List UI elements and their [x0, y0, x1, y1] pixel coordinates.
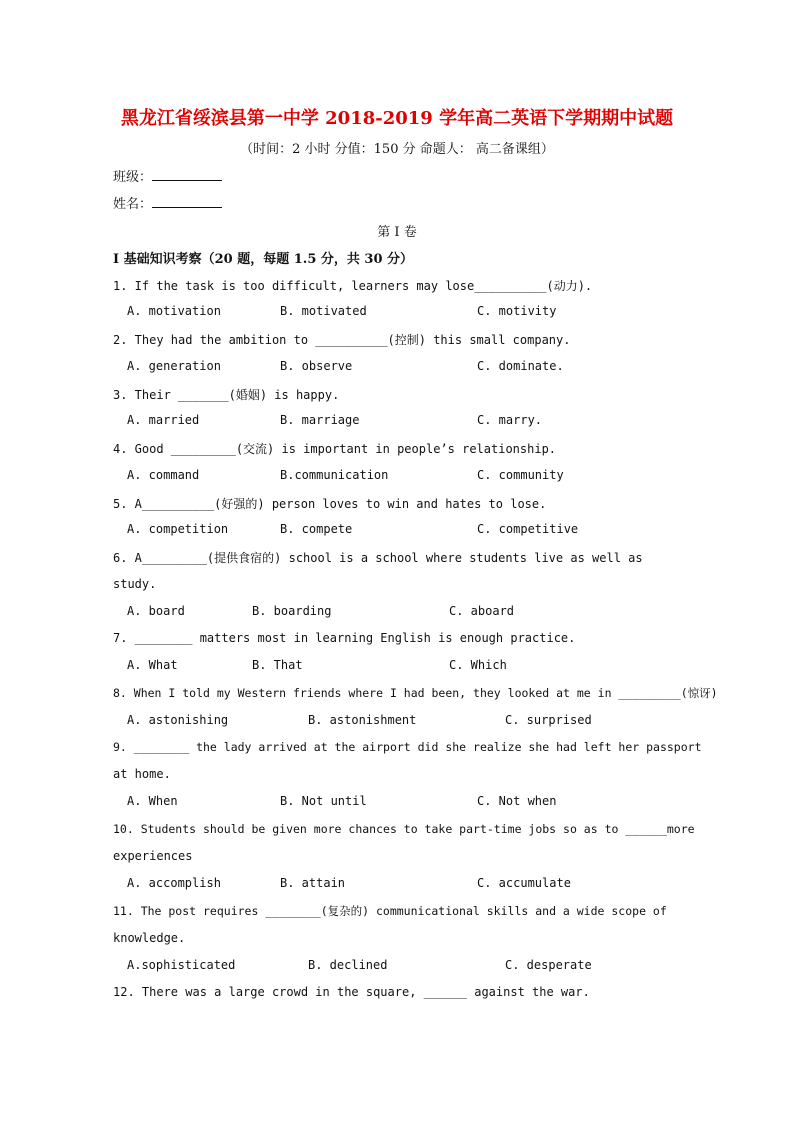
option-b: B. Not until	[280, 794, 367, 808]
option-a: A. command	[127, 468, 200, 482]
option-c: C. accumulate	[477, 876, 571, 890]
name-blank	[152, 196, 222, 208]
document-subtitle: （时间：2 小时 分值：150 分 命题人： 高二备课组）	[240, 142, 554, 157]
class-blank	[152, 169, 222, 181]
option-a: A. accomplish	[127, 876, 221, 890]
section-heading: I 基础知识考察（20 题，每题 1.5 分，共 30 分）	[113, 252, 414, 267]
option-b: B. boarding	[252, 604, 332, 618]
option-b: B. That	[252, 658, 303, 672]
name-field	[113, 193, 222, 212]
name-label: 姓名：	[113, 197, 153, 212]
option-a: A. astonishing	[127, 713, 229, 727]
option-a: A. generation	[127, 359, 221, 373]
option-c: C. desperate	[505, 958, 592, 972]
option-c: C. dominate.	[477, 359, 564, 373]
option-a: A.sophisticated	[127, 958, 236, 972]
question-6: 6. A_________(提供食宿的) school is a school where students live as well as	[113, 551, 643, 565]
option-a: A. competition	[127, 522, 229, 536]
option-b: B.communication	[280, 468, 389, 482]
question-2: 2. They had the ambition to __________(控制) this small company.	[113, 333, 571, 347]
question-10-continued: experiences	[113, 849, 193, 863]
option-c: C. marry.	[477, 413, 543, 427]
question-9-continued: at home.	[113, 767, 171, 781]
option-a: A. When	[127, 794, 178, 808]
option-c: C. motivity	[477, 304, 557, 318]
option-a: A. board	[127, 604, 185, 618]
question-7: 7. ________ matters most in learning English is enough practice.	[113, 631, 576, 645]
option-c: C. Not when	[477, 794, 557, 808]
part-heading: 第 I 卷	[377, 225, 417, 240]
question-11-continued: knowledge.	[113, 931, 186, 945]
document-title: 黑龙江省绥滨县第一中学 2018-2019 学年高二英语下学期期中试题	[120, 108, 674, 129]
question-9: 9. ________ the lady arrived at the airport did she realize she had left her passport	[113, 740, 702, 754]
option-b: B. observe	[280, 359, 353, 373]
option-b: B. astonishment	[308, 713, 417, 727]
class-field	[113, 166, 222, 185]
option-b: B. declined	[308, 958, 388, 972]
question-6-continued: study.	[113, 577, 157, 591]
option-b: B. marriage	[280, 413, 360, 427]
question-12: 12. There was a large crowd in the square, ______ against the war.	[113, 985, 590, 999]
option-c: C. community	[477, 468, 564, 482]
question-3: 3. Their _______(婚姻) is happy.	[113, 388, 340, 402]
option-a: A. What	[127, 658, 178, 672]
question-10: 10. Students should be given more chances to take part-time jobs so as to ______more	[113, 822, 695, 836]
question-11: 11. The post requires ________(复杂的) communicational skills and a wide scope of	[113, 904, 667, 918]
class-label: 班级：	[113, 170, 153, 185]
question-5: 5. A__________(好强的) person loves to win and hates to lose.	[113, 497, 547, 511]
question-8: 8. When I told my Western friends where I had been, they looked at me in _________(惊讶)	[113, 686, 718, 700]
option-c: C. surprised	[505, 713, 592, 727]
option-c: C. competitive	[477, 522, 579, 536]
question-4: 4. Good _________(交流) is important in people’s relationship.	[113, 442, 557, 456]
option-b: B. attain	[280, 876, 346, 890]
option-c: C. aboard	[449, 604, 515, 618]
option-c: C. Which	[449, 658, 507, 672]
option-b: B. motivated	[280, 304, 367, 318]
option-a: A. married	[127, 413, 200, 427]
question-1: 1. If the task is too difficult, learners may lose__________(动力).	[113, 279, 593, 293]
option-a: A. motivation	[127, 304, 221, 318]
option-b: B. compete	[280, 522, 353, 536]
